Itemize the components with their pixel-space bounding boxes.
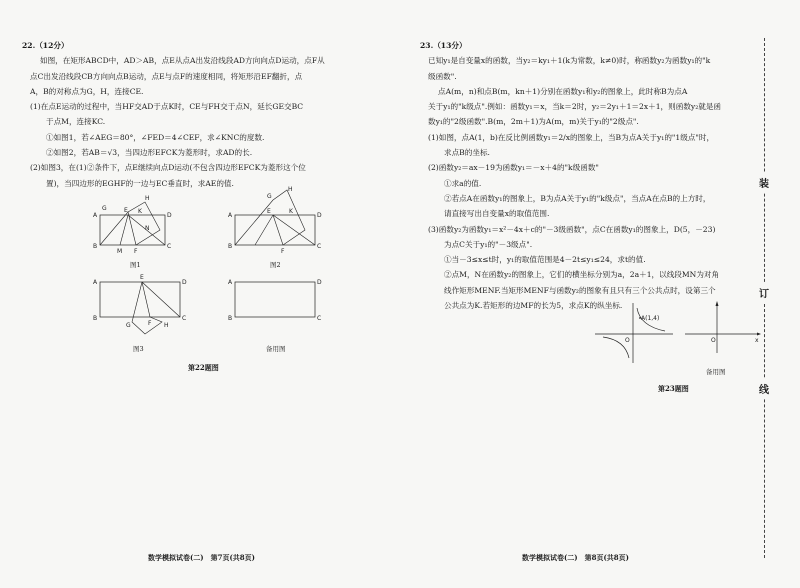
figure-2 bbox=[225, 185, 325, 260]
question-22 bbox=[22, 38, 390, 191]
fig2-label-F: F bbox=[281, 248, 285, 255]
spare-label-D: D bbox=[317, 279, 322, 286]
question-23-stem-line-1: 已知y₁是自变量x的函数，当y₂＝ky₁＋1(k为常数，k≠0)时，称函数y₂为函数y₁的"k bbox=[428, 56, 711, 66]
question-23-part-3-i: ①当－3≤x≤t时，y₁的取值范围是4－2t≤y₁≤24，求t的值. bbox=[444, 255, 646, 265]
figure-3 bbox=[90, 272, 190, 342]
figure-23-graph bbox=[595, 298, 675, 368]
fig3-label-F: F bbox=[148, 320, 152, 327]
figure-1 bbox=[90, 190, 180, 260]
fig2-label-E: E bbox=[267, 208, 271, 215]
fig2-label-G: G bbox=[267, 193, 272, 200]
question-23-part-3: (3)函数y₂为函数y₁＝x²－4x＋c的"－3级函数"，点C在函数y₁的图象上，D(5，－23) bbox=[428, 224, 716, 234]
fig2-label-A: A bbox=[228, 212, 233, 219]
question-23-part-3-ii-cont2: 公共点为K.若矩形的边MF的长为5，求点K的纵坐标. bbox=[444, 301, 623, 311]
figure-23-title: 第23题图 bbox=[658, 384, 689, 393]
fig2-label-B: B bbox=[228, 243, 233, 250]
right-page bbox=[400, 0, 800, 588]
fig23-spare-x-label: x bbox=[755, 337, 759, 344]
question-23-part-2-ii: ②若点A在函数y₁的图象上，B为点A关于y₁的"k级点"，当点A在点B的上方时， bbox=[444, 193, 711, 203]
question-23-part-1: (1)如图，点A(1，b)在反比例函数y₁＝2/x的图象上，当B为点A关于y₁的"1级点"时， bbox=[428, 132, 715, 142]
fig3-label-C: C bbox=[182, 315, 187, 322]
question-23-part-3-cont: 为点C关于y₁的"－3级点". bbox=[444, 239, 533, 249]
figure-23-spare-caption: 备用图 bbox=[706, 368, 726, 376]
question-23-part-2-ii-cont: 请直接写出自变量x的取值范围. bbox=[444, 209, 550, 219]
figure-2-caption: 图2 bbox=[270, 261, 281, 269]
spare-label-C: C bbox=[317, 315, 322, 322]
question-22-stem-line-2: 点C出发沿线段CB方向向点B运动，点E与点F的速度相同，将矩形沿EF翻折，点 bbox=[30, 71, 303, 81]
question-22-header: 22.（12分） bbox=[22, 41, 69, 50]
question-22-part-2-cont: 置)，当四边形的EGHF的一边与EC垂直时，求AE的值. bbox=[46, 178, 234, 188]
fig1-label-G: G bbox=[102, 205, 107, 212]
fig1-label-M: M bbox=[117, 248, 123, 255]
question-22-stem-line-3: A，B的对称点为G，H，连接CE. bbox=[30, 86, 144, 96]
page-8-footer: 数学模拟试卷(二) 第8页(共8页) bbox=[522, 553, 629, 562]
fig3-label-B: B bbox=[93, 315, 98, 322]
question-23-stem-line-2: 级函数". bbox=[428, 71, 457, 81]
fig1-label-A: A bbox=[93, 212, 98, 219]
fig23-spare-origin: O bbox=[711, 337, 716, 344]
question-22-part-1-cont: 于点M，连接KC. bbox=[46, 117, 106, 127]
fig3-label-H: H bbox=[164, 322, 169, 329]
spare-label-A: A bbox=[228, 279, 233, 286]
fig2-label-K: K bbox=[289, 208, 293, 215]
fig1-label-K: K bbox=[138, 208, 142, 215]
binding-label-xian: 线 bbox=[759, 378, 769, 399]
question-22-part-2: (2)如图3，在(1)②条件下，点E继续向点D运动(不包含四边形EFCK为菱形这个位 bbox=[30, 163, 306, 173]
question-23-stem-line-4: 关于y₁的"k级点".例如：函数y₁＝x，当k＝2时，y₂＝2y₁＋1＝2x＋1，则函数y₂就是函 bbox=[428, 102, 722, 112]
fig1-label-N: N bbox=[145, 225, 150, 232]
question-22-part-1-i: ①如图1，若∠AEG＝80°，∠FED＝4∠CEF，求∠KNC的度数. bbox=[46, 132, 265, 142]
fig23-origin-label: O bbox=[625, 337, 630, 344]
fig1-label-C: C bbox=[167, 243, 172, 250]
figure-1-caption: 图1 bbox=[130, 261, 141, 269]
question-23-part-2: (2)函数y₂＝ax－19为函数y₁＝－x＋4的"k级函数" bbox=[428, 163, 599, 173]
fig1-label-E: E bbox=[124, 207, 128, 214]
fig1-label-B: B bbox=[93, 243, 98, 250]
question-23-part-1-cont: 求点B的坐标. bbox=[444, 148, 490, 158]
question-23-header: 23.（13分） bbox=[420, 41, 467, 50]
page-7-footer: 数学模拟试卷(二) 第7页(共8页) bbox=[148, 553, 255, 562]
question-23-part-3-ii-cont: 线作矩形MENF.当矩形MENF与函数y₂的图象有且只有三个公共点时，设第三个 bbox=[444, 285, 716, 295]
fig3-label-A: A bbox=[93, 279, 98, 286]
figure-3-caption: 图3 bbox=[133, 345, 144, 353]
question-22-part-1: (1)在点E运动的过程中，当HF交AD于点K时，CE与FH交于点N，延长GE交BC bbox=[30, 102, 304, 112]
question-23-stem-line-5: 数y₁的"2级函数".B(m，2m＋1)为A(m，m)关于y₁的"2级点". bbox=[428, 117, 639, 127]
question-22-stem-line-1: 如图，在矩形ABCD中，AD＞AB，点E从点A出发沿线段AD方向向点D运动，点F从 bbox=[40, 56, 325, 66]
figure-22-spare bbox=[225, 272, 325, 327]
question-22-part-1-ii: ②如图2，若AB＝√3，当四边形EFCK为菱形时，求AD的长. bbox=[46, 148, 253, 158]
figure-22-spare-caption: 备用图 bbox=[266, 345, 286, 353]
fig3-label-D: D bbox=[182, 279, 187, 286]
question-23-stem-line-3: 点A(m，n)和点B(m，kn＋1)分别在函数y₁和y₂的图象上，此时称B为点A bbox=[438, 86, 688, 96]
figure-22-title: 第22题图 bbox=[188, 363, 219, 372]
fig23-point-A: A(1,4) bbox=[641, 315, 660, 322]
question-23-part-3-ii: ②点M，N在函数y₂的图象上，它们的横坐标分别为a，2a＋1，以线段MN为对角 bbox=[444, 270, 720, 280]
question-23-part-2-i: ①求a的值. bbox=[444, 178, 482, 188]
binding-label-ding: 订 bbox=[759, 282, 769, 303]
fig1-label-D: D bbox=[167, 212, 172, 219]
fig1-label-F: F bbox=[134, 248, 138, 255]
fig3-label-E: E bbox=[140, 274, 144, 281]
fig2-label-H: H bbox=[288, 186, 293, 193]
fig1-label-H: H bbox=[145, 195, 150, 202]
fig3-label-G: G bbox=[126, 322, 131, 329]
spare-label-B: B bbox=[228, 315, 233, 322]
fig2-label-D: D bbox=[317, 212, 322, 219]
figure-23-spare bbox=[685, 298, 765, 353]
question-23 bbox=[420, 38, 768, 313]
binding-label-zhuang: 装 bbox=[759, 172, 769, 193]
fig2-label-C: C bbox=[317, 243, 322, 250]
